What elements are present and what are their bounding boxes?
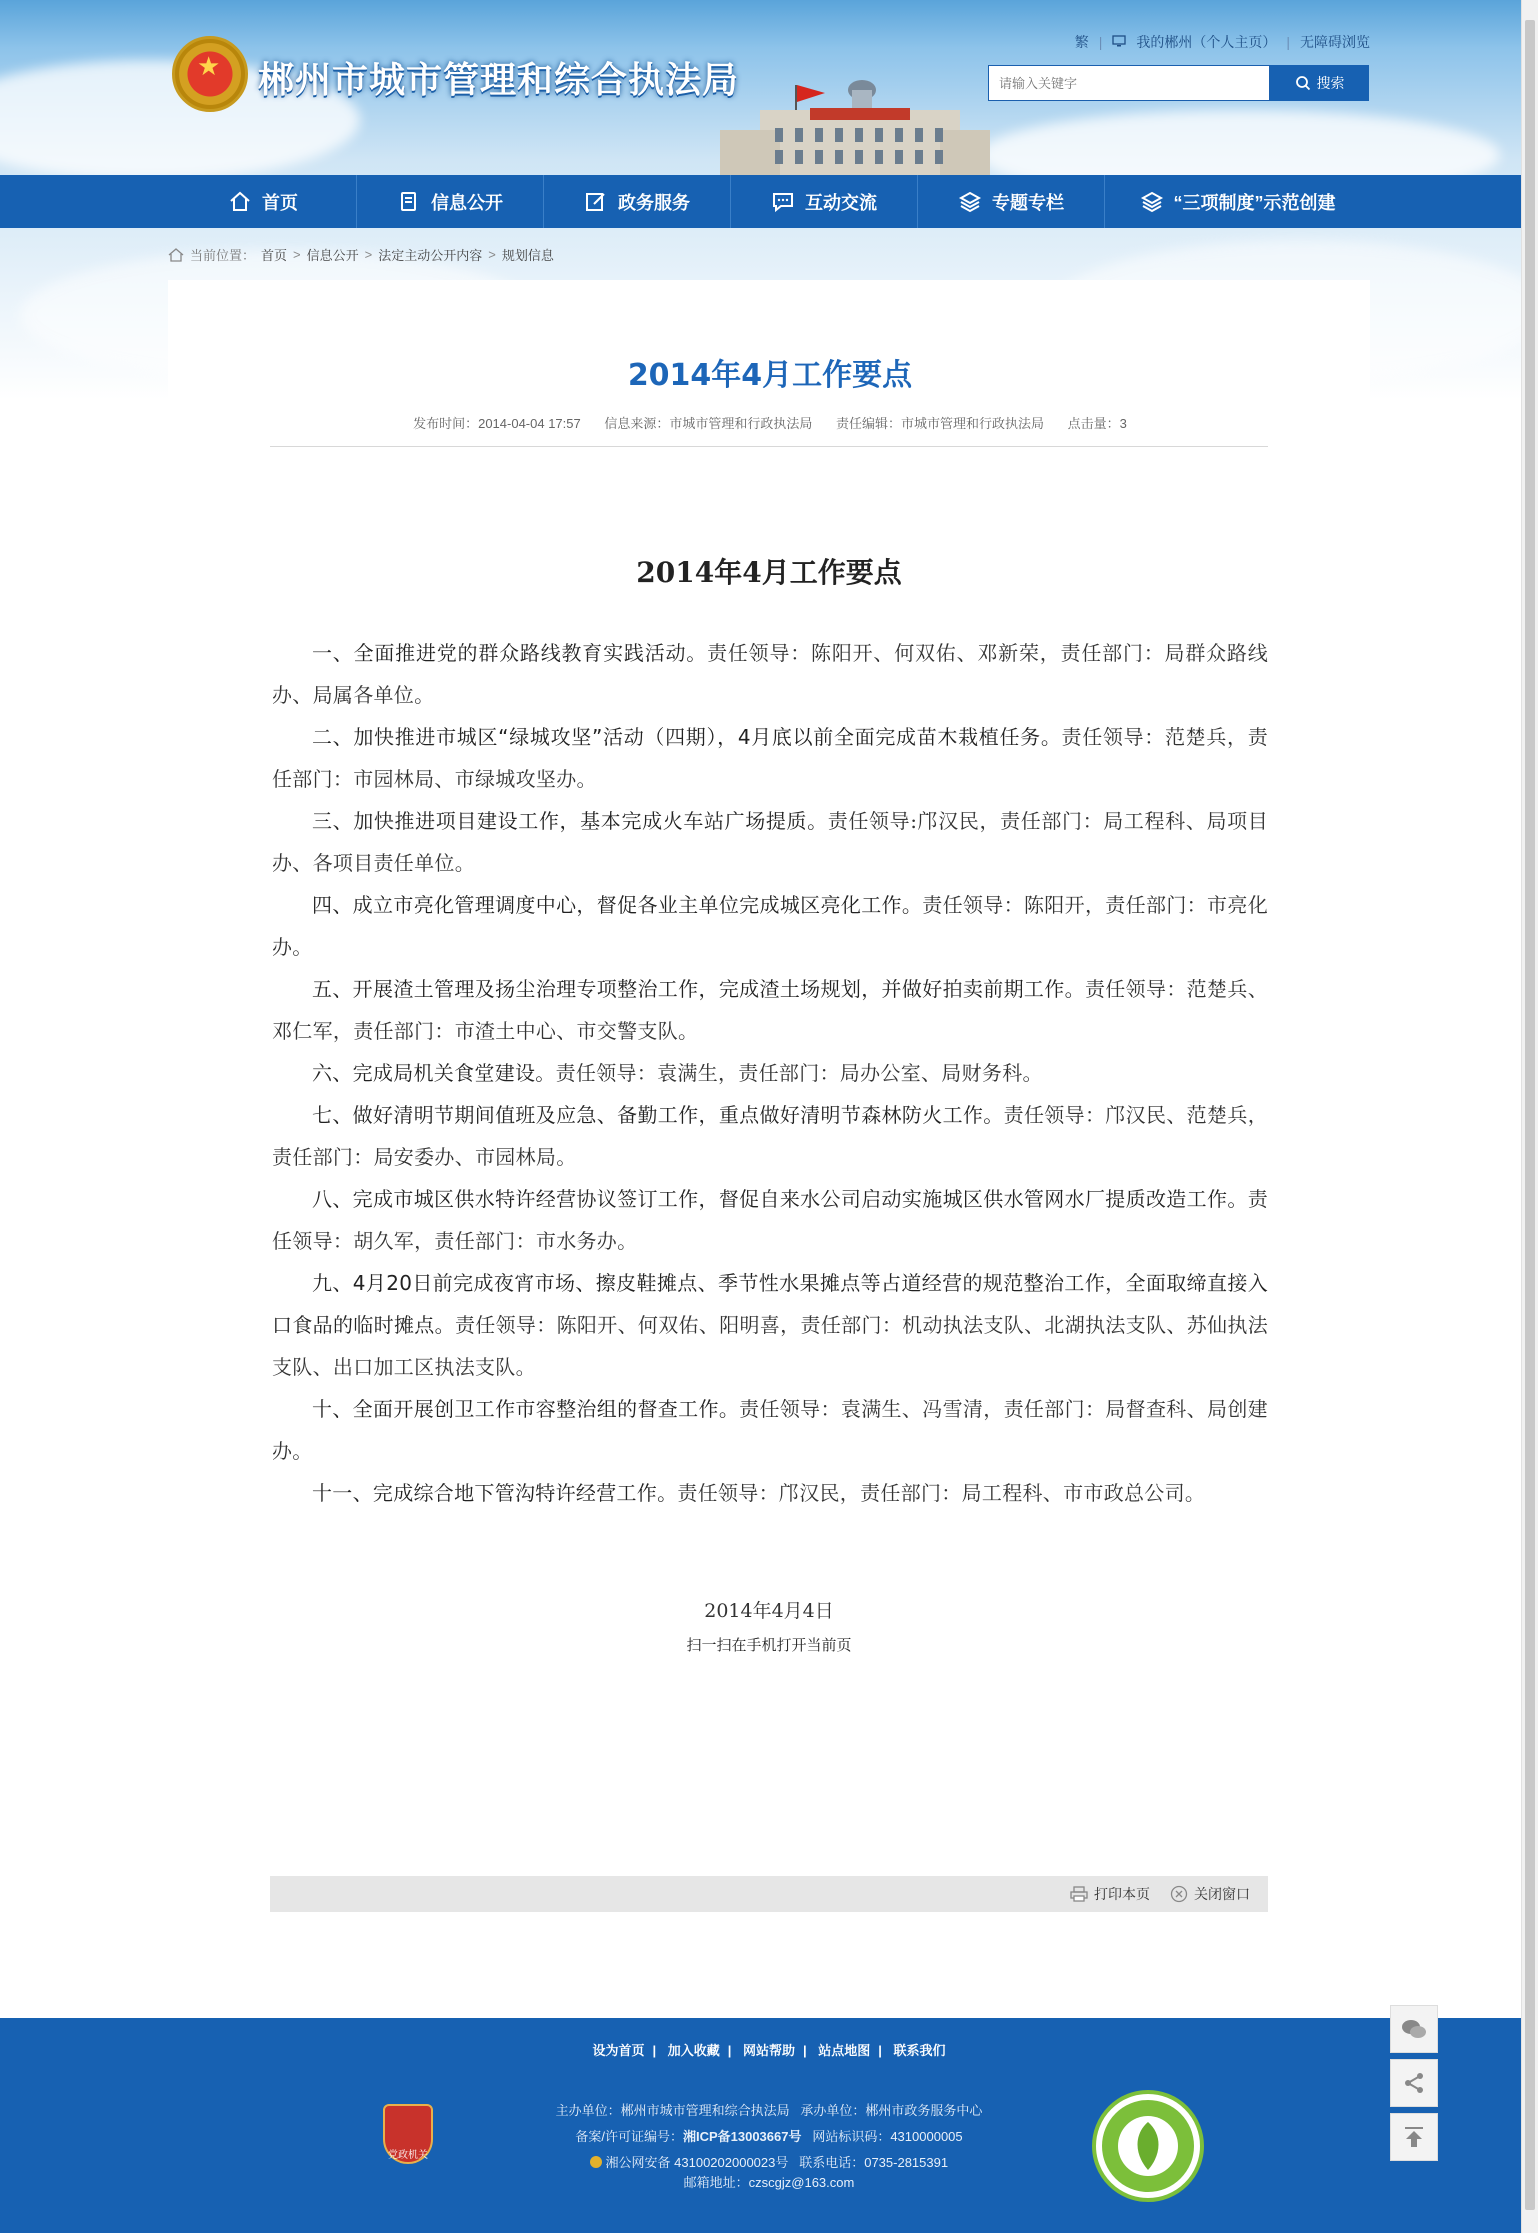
site-footer xyxy=(0,2018,1538,2233)
nav-item-label: “三项制度”示范创建 xyxy=(1173,192,1336,213)
list-item: 十一、完成综合地下管沟特许经营工作。责任领导：邝汉民，责任部门：局工程科、市市政总公司。 xyxy=(312,1481,1206,1505)
nav-item-home[interactable] xyxy=(170,175,357,228)
breadcrumb-home[interactable]: 首页 xyxy=(261,248,288,263)
nav-item-special-topics[interactable] xyxy=(918,175,1105,228)
party-gov-badge[interactable]: 党政机关 xyxy=(383,2104,433,2164)
breadcrumb-legal-disclosure[interactable]: 法定主动公开内容 xyxy=(378,248,483,263)
footer-phone: 联系电话：0735-2815391 xyxy=(799,2155,949,2170)
nav-item-label: 首页 xyxy=(262,192,298,213)
share-icon xyxy=(1402,2071,1426,2095)
national-emblem-icon xyxy=(172,36,248,112)
civilized-city-logo-icon xyxy=(1092,2090,1204,2202)
close-label: 关闭窗口 xyxy=(1194,1886,1250,1902)
accessible-browse-link[interactable]: 无障碍浏览 xyxy=(1300,34,1370,50)
scrollbar-thumb[interactable] xyxy=(1525,20,1535,2210)
footer-icp[interactable]: 湘ICP备13003667号 xyxy=(682,2129,802,2144)
scrollbar[interactable] xyxy=(1521,0,1538,2233)
search-button[interactable] xyxy=(1270,65,1369,101)
scan-qr-text: 扫一扫在手机打开当前页 xyxy=(686,1637,852,1654)
document-icon xyxy=(397,190,421,214)
list-item: 三、加快推进项目建设工作，基本完成火车站广场提质。责任领导:邝汉民，责任部门：局工程科、局项目办、各项目责任单位。 xyxy=(272,809,1269,875)
footer-police[interactable]: 湘公网安备 43100202000023号 xyxy=(605,2155,789,2170)
side-toolbar xyxy=(1390,2005,1438,2167)
list-item: 二、加快推进市城区“绿城攻坚”活动（四期），4月底以前全面完成苗木栽植任务。责任领导：范楚兵，责任部门：市园林局、市绿城攻坚办。 xyxy=(272,725,1268,791)
share-button[interactable] xyxy=(1390,2059,1438,2107)
arrow-up-icon xyxy=(1402,2125,1426,2149)
wechat-icon xyxy=(1400,2017,1428,2041)
divider xyxy=(270,446,1268,447)
main-nav xyxy=(0,175,1538,228)
article-body xyxy=(272,632,1268,1514)
info-source: 信息来源：市城市管理和行政执法局 xyxy=(604,416,813,431)
footer-link-add-favorite[interactable]: 加入收藏 xyxy=(667,2043,720,2058)
footer-sponsor: 主办单位：郴州市城市管理和综合执法局 xyxy=(555,2103,790,2118)
breadcrumb-planning-info[interactable]: 规划信息 xyxy=(501,248,554,263)
list-item: 七、做好清明节期间值班及应急、备勤工作，重点做好清明节森林防火工作。责任领导：邝汉民、范楚兵，责任部门：局安委办、市园林局。 xyxy=(272,1103,1269,1169)
wechat-button[interactable] xyxy=(1390,2005,1438,2053)
monitor-icon xyxy=(1112,34,1126,50)
responsible-editor: 责任编辑：市城市管理和行政执法局 xyxy=(836,416,1045,431)
list-item: 五、开展渣土管理及扬尘治理专项整治工作，完成渣土场规划，并做好拍卖前期工作。责任领导：范楚兵、邓仁军，责任部门：市渣土中心、市交警支队。 xyxy=(272,977,1268,1043)
footer-links: 设为首页 | 加入收藏 | 网站帮助 | 站点地图 | 联系我们 xyxy=(0,2040,1538,2059)
list-item: 九、4月20日前完成夜宵市场、擦皮鞋摊点、季节性水果摊点等占道经营的规范整治工作，全面取缔直接入口食品的临时摊点。责任领导：陈阳开、何双佑、阳明喜，责任部门：机动执法支队、北湖执法支队、苏仙执法支队、出口加工区执法支队。 xyxy=(272,1271,1269,1379)
footer-info xyxy=(0,2098,1538,2190)
home-icon xyxy=(228,190,252,214)
nav-item-gov-services[interactable] xyxy=(544,175,731,228)
footer-email: 邮箱地址：czscgjz@163.com xyxy=(683,2175,855,2190)
edit-icon xyxy=(584,190,608,214)
list-item: 八、完成市城区供水特许经营协议签订工作，督促自来水公司启动实施城区供水管网水厂提质改造工作。责任领导：胡久军，责任部门：市水务办。 xyxy=(272,1187,1268,1253)
article-title: 2014年4月工作要点 xyxy=(627,358,913,393)
close-icon xyxy=(1170,1885,1188,1903)
nav-item-interaction[interactable] xyxy=(731,175,918,228)
search-input[interactable] xyxy=(988,65,1270,101)
nav-item-three-systems[interactable] xyxy=(1105,175,1370,228)
article-toolbar xyxy=(270,1876,1268,1912)
nav-item-label: 信息公开 xyxy=(431,192,503,213)
breadcrumb-info-disclosure[interactable]: 信息公开 xyxy=(306,248,359,263)
footer-link-contact[interactable]: 联系我们 xyxy=(893,2043,946,2058)
search-icon xyxy=(1295,75,1311,91)
list-item: 六、完成局机关食堂建设。责任领导：袁满生，责任部门：局办公室、局财务科。 xyxy=(312,1061,1043,1085)
nav-item-label: 互动交流 xyxy=(805,192,877,213)
footer-link-sitemap[interactable]: 站点地图 xyxy=(818,2043,871,2058)
list-item: 一、全面推进党的群众路线教育实践活动。责任领导：陈阳开、何双佑、邓新荣，责任部门：局群众路线办、局属各单位。 xyxy=(272,641,1268,707)
search-button-label: 搜索 xyxy=(1316,75,1345,91)
nav-item-label: 政务服务 xyxy=(618,192,690,213)
footer-link-help[interactable]: 网站帮助 xyxy=(742,2043,795,2058)
site-title[interactable]: 郴州市城市管理和综合执法局 xyxy=(258,60,740,101)
breadcrumb-prefix: 当前位置： xyxy=(190,248,256,263)
chat-icon xyxy=(771,190,795,214)
police-badge-icon xyxy=(590,2156,602,2168)
nav-item-info-disclosure[interactable] xyxy=(357,175,544,228)
breadcrumb: 当前位置： 首页 > 信息公开 > 法定主动公开内容 > 规划信息 xyxy=(168,245,554,264)
article-meta xyxy=(270,413,1270,432)
printer-icon xyxy=(1070,1886,1088,1902)
list-item: 十、全面开展创卫工作市容整治组的督查工作。责任领导：袁满生、冯雪清，责任部门：局督查科、局创建办。 xyxy=(272,1397,1268,1463)
footer-link-set-homepage[interactable]: 设为首页 xyxy=(592,2043,645,2058)
publish-time: 发布时间：2014-04-04 17:57 xyxy=(413,416,581,431)
print-button[interactable] xyxy=(1070,1884,1150,1904)
back-to-top-button[interactable] xyxy=(1390,2113,1438,2161)
article-date: 2014年4月4日 xyxy=(704,1600,834,1622)
layers-icon xyxy=(958,190,982,214)
footer-site-id: 网站标识码：4310000005 xyxy=(812,2129,963,2144)
nav-item-label: 专题专栏 xyxy=(992,192,1064,213)
list-item: 四、成立市亮化管理调度中心，督促各业主单位完成城区亮化工作。责任领导：陈阳开，责任部门：市亮化办。 xyxy=(272,893,1268,959)
site-header xyxy=(0,0,1538,175)
my-chenzhou-link[interactable]: 我的郴州（个人主页） xyxy=(1136,34,1277,50)
traditional-chinese-link[interactable]: 繁 xyxy=(1074,34,1089,50)
footer-icp-label: 备案/许可证编号： xyxy=(575,2129,683,2144)
top-links: 繁 | 我的郴州（个人主页） | 无障碍浏览 xyxy=(1074,34,1370,50)
close-window-button[interactable] xyxy=(1170,1884,1250,1904)
footer-undertaker: 承办单位：郴州市政务服务中心 xyxy=(800,2103,983,2118)
building-illustration xyxy=(700,30,990,175)
hit-count: 点击量：3 xyxy=(1067,416,1127,431)
layers-icon xyxy=(1140,190,1164,214)
content-heading: 2014年4月工作要点 xyxy=(636,556,902,589)
home-icon xyxy=(168,248,184,262)
print-label: 打印本页 xyxy=(1094,1886,1150,1902)
